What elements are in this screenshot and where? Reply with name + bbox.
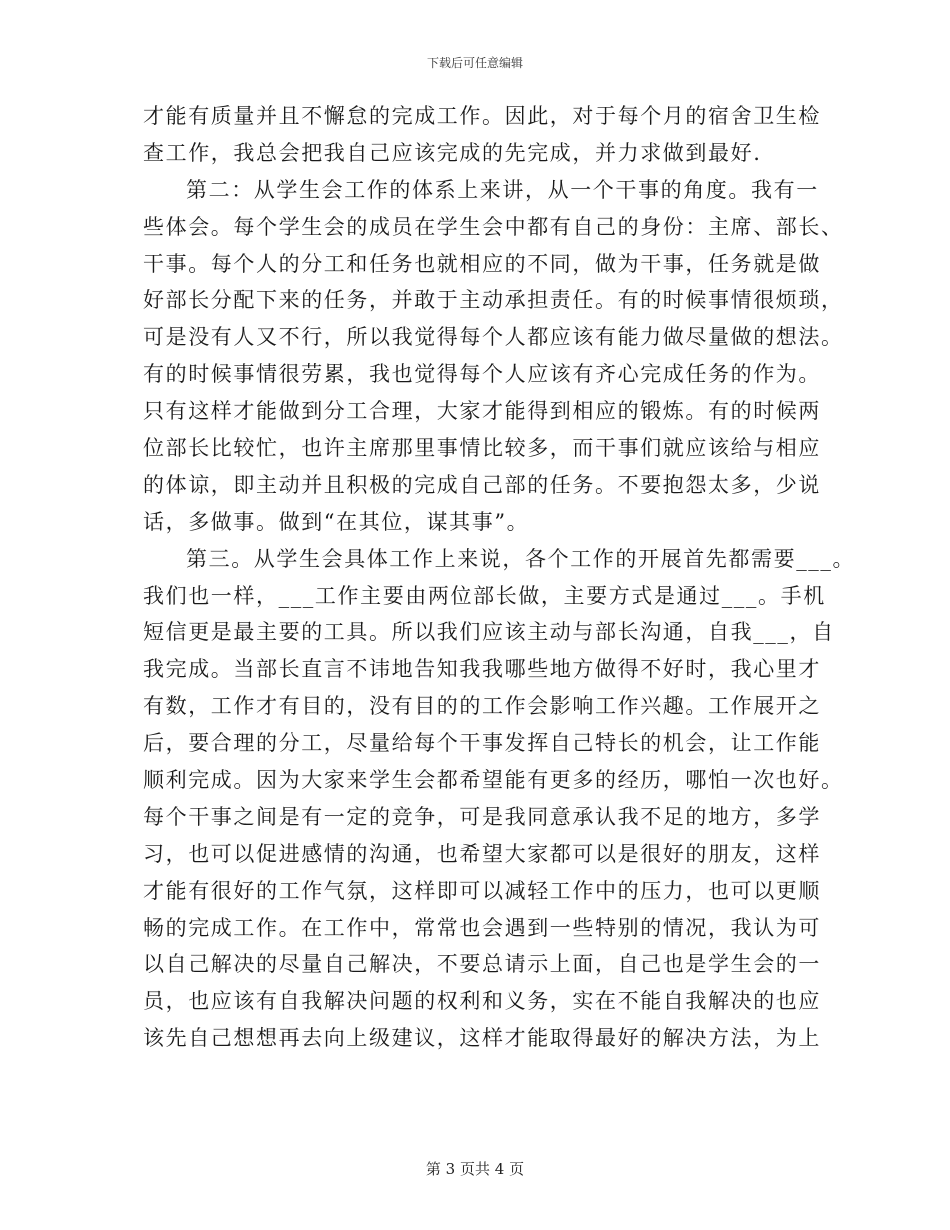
page-number: 第 3 页共 4 页 [425, 1160, 525, 1178]
text-line: 干事。每个人的分工和任务也就相应的不同，做为干事，任务就是做 [143, 251, 821, 276]
text-line: 顺利完成。因为大家来学生会都希望能有更多的经历，哪怕一次也好。 [143, 768, 844, 793]
text-line: 才能有很好的工作气氛，这样即可以减轻工作中的压力，也可以更顺 [143, 878, 821, 903]
text-line: 以自己解决的尽量自己解决，不要总请示上面，自己也是学生会的一 [143, 952, 821, 977]
text-line: 员，也应该有自我解决问题的权利和义务，实在不能自我解决的也应 [143, 989, 821, 1014]
text-line: 查工作，我总会把我自己应该完成的先完成，并力求做到最好. [143, 140, 762, 165]
page-header: 下载后可任意编辑 [426, 56, 523, 70]
text-line: 我完成。当部长直言不讳地告知我我哪些地方做得不好时，我心里才 [143, 657, 821, 682]
text-line: 位部长比较忙，也许主席那里事情比较多，而干事们就应该给与相应 [143, 436, 821, 461]
text-line: 些体会。每个学生会的成员在学生会中都有自己的身份：主席、部长、 [143, 214, 844, 239]
paragraph-start-line: 第二：从学生会工作的体系上来讲，从一个干事的角度。我有一 [186, 177, 819, 202]
text-line: 有的时候事情很劳累，我也觉得每个人应该有齐心完成任务的作为。 [143, 362, 821, 387]
text-line: 好部长分配下来的任务，并敢于主动承担责任。有的时候事情很烦琐， [143, 288, 844, 313]
text-line: 只有这样才能做到分工合理，大家才能得到相应的锻炼。有的时候两 [143, 399, 821, 424]
text-line: 该先自己想想再去向上级建议，这样才能取得最好的解决方法，为上 [143, 1026, 821, 1051]
document-body [143, 98, 856, 1057]
text-line: 我们也一样，___工作主要由两位部长做，主要方式是通过___。手机 [143, 583, 826, 608]
text-line: 每个干事之间是有一定的竞争，可是我同意承认我不足的地方，多学 [143, 804, 821, 829]
text-line: 后，要合理的分工，尽量给每个干事发挥自己特长的机会，让工作能 [143, 731, 821, 756]
text-line: 有数，工作才有目的，没有目的的工作会影响工作兴趣。工作展开之 [143, 694, 821, 719]
text-line: 才能有质量并且不懈怠的完成工作。因此，对于每个月的宿舍卫生检 [143, 104, 821, 128]
text-line: 习，也可以促进感情的沟通，也希望大家都可以是很好的朋友，这样 [143, 841, 821, 866]
paragraph-start-line: 第三。从学生会具体工作上来说，各个工作的开展首先都需要___。 [186, 546, 856, 571]
text-line: 可是没有人又不行，所以我觉得每个人都应该有能力做尽量做的想法。 [143, 325, 844, 350]
text-line: 短信更是最主要的工具。所以我们应该主动与部长沟通，自我___，自 [143, 620, 835, 645]
text-line: 的体谅，即主动并且积极的完成自己部的任务。不要抱怨太多，少说 [143, 472, 821, 497]
text-line: 话，多做事。做到“在其位，谋其事”。 [143, 509, 530, 534]
text-line: 畅的完成工作。在工作中，常常也会遇到一些特别的情况，我认为可 [143, 915, 821, 940]
